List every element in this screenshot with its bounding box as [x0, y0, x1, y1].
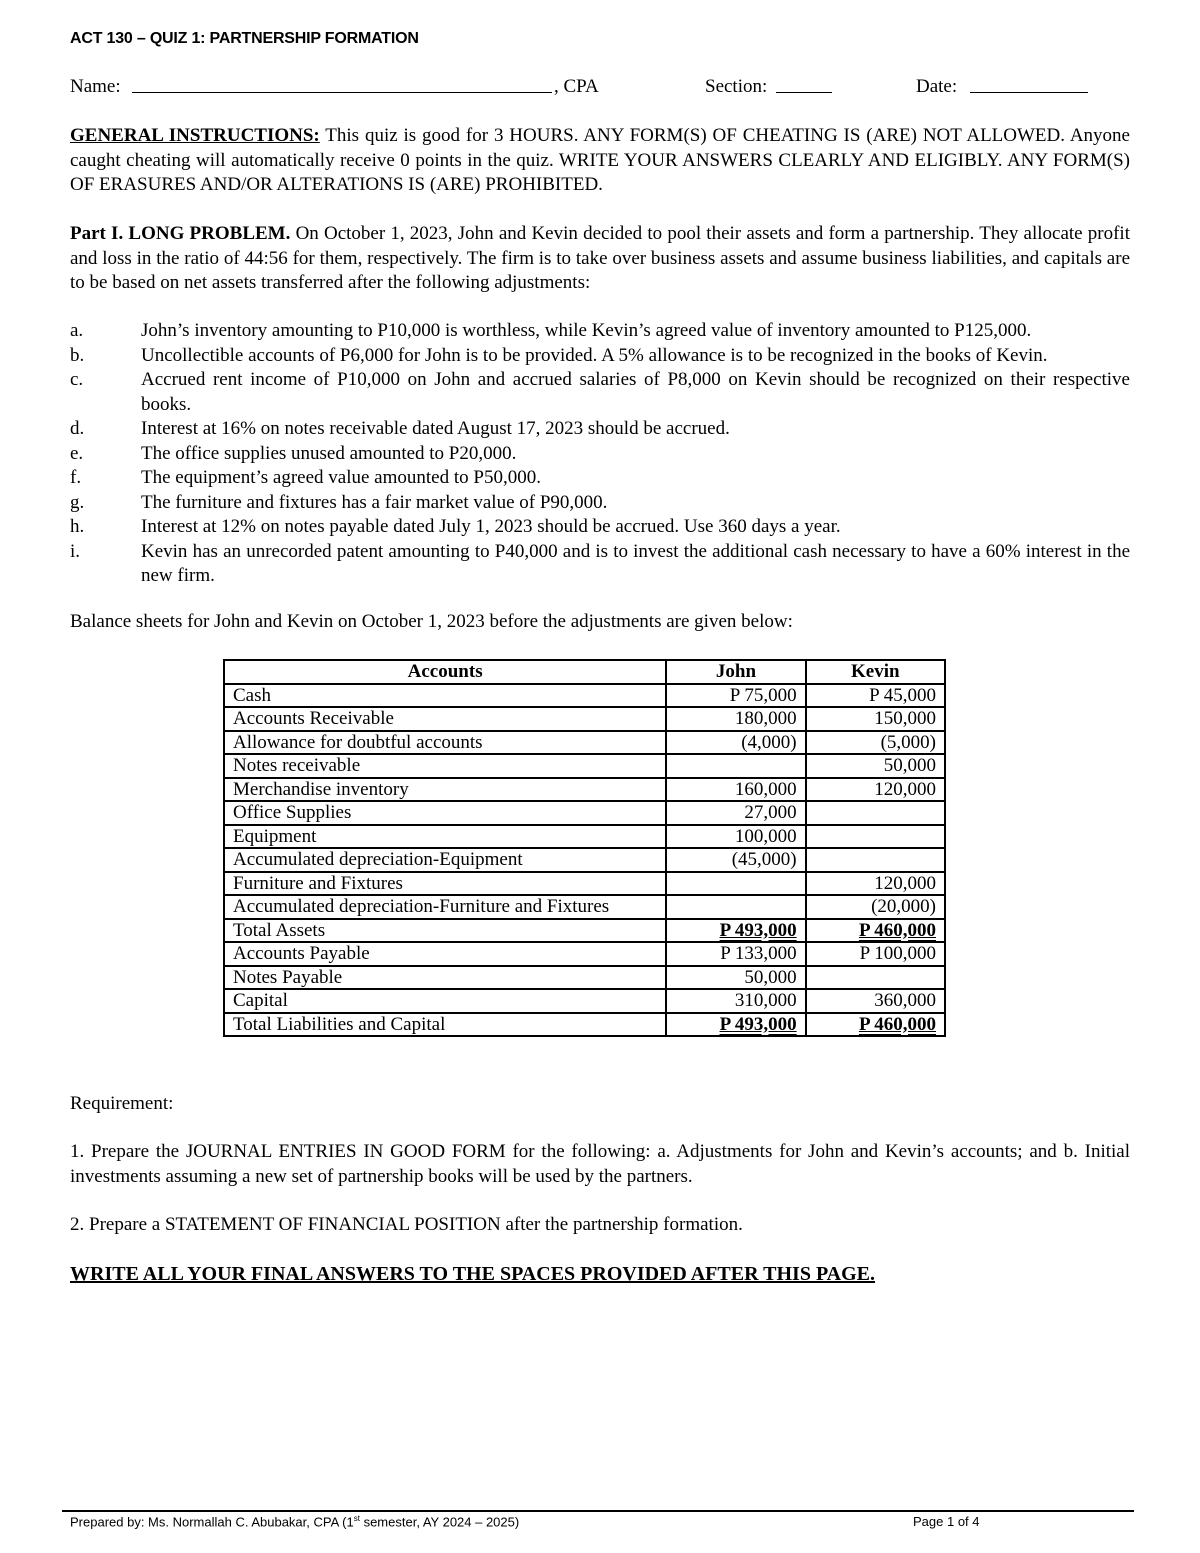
table-row — [224, 801, 945, 825]
page-title: ACT 130 – QUIZ 1: PARTNERSHIP FORMATION — [70, 30, 419, 47]
kevin-amount-cell: 50,000 — [806, 754, 945, 778]
account-cell: Total Liabilities and Capital — [224, 1013, 666, 1037]
list-item: i. Kevin has an unrecorded patent amounting to P40,000 and is to invest the additional cash necessary to have a 60% interest in the new firm. — [70, 540, 1130, 586]
account-cell: Accumulated depreciation-Equipment — [224, 848, 666, 872]
john-amount-cell: (4,000) — [666, 731, 805, 755]
john-amount-cell: P 493,000 — [666, 919, 805, 943]
table-row — [224, 825, 945, 849]
john-amount-cell: P 133,000 — [666, 942, 805, 966]
john-amount-cell: 100,000 — [666, 825, 805, 849]
part1-text: On October 1, 2023, John and Kevin decided to pool their assets and form a partnership. They allocate profit and loss in the ratio of 44:56 for them, respectively. The firm is to take over business assets and assume business liabilities, and capitals are to be based on net assets transferred after the following adjustments: — [70, 223, 1130, 293]
header-kevin: Kevin — [806, 660, 945, 684]
footer-divider — [62, 1510, 1134, 1512]
table-row — [224, 778, 945, 802]
john-amount-cell — [666, 872, 805, 896]
account-cell: Furniture and Fixtures — [224, 872, 666, 896]
table-row — [224, 684, 945, 708]
kevin-amount-cell: (5,000) — [806, 731, 945, 755]
table-row — [224, 895, 945, 919]
account-cell: Cash — [224, 684, 666, 708]
table-row — [224, 942, 945, 966]
account-cell: Accounts Receivable — [224, 707, 666, 731]
account-cell: Office Supplies — [224, 801, 666, 825]
kevin-amount-cell: P 45,000 — [806, 684, 945, 708]
kevin-amount-cell: (20,000) — [806, 895, 945, 919]
final-answers-note: WRITE ALL YOUR FINAL ANSWERS TO THE SPACES PROVIDED AFTER THIS PAGE. — [70, 1263, 876, 1285]
kevin-amount-cell — [806, 801, 945, 825]
account-cell: Total Assets — [224, 919, 666, 943]
table-row — [224, 966, 945, 990]
date-label: Date: — [916, 76, 958, 97]
list-item: d. Interest at 16% on notes receivable dated August 17, 2023 should be accrued. — [70, 418, 730, 439]
kevin-amount-cell — [806, 848, 945, 872]
table-row — [224, 872, 945, 896]
adjustments-list — [70, 319, 1130, 589]
kevin-amount-cell: P 460,000 — [806, 919, 945, 943]
header-accounts: Accounts — [224, 660, 666, 684]
cpa-suffix: , CPA — [554, 76, 599, 97]
account-cell: Equipment — [224, 825, 666, 849]
balance-sheet-body — [224, 684, 945, 1037]
instructions-text: This quiz is good for 3 HOURS. ANY FORM(S) OF CHEATING IS (ARE) NOT ALLOWED. Anyone caught cheating will automatically receive 0 points in the quiz. WRITE YOUR ANSWERS CLEARLY AND ELIGIBLY. ANY FORM(S) OF ERASURES AND/OR ALTERATIONS IS (ARE) PROHIBITED. — [70, 125, 1130, 195]
list-item: f. The equipment’s agreed value amounted to P50,000. — [70, 467, 541, 488]
table-header-row — [224, 660, 945, 684]
part1-intro — [70, 222, 1130, 296]
requirement-item-2: 2. Prepare a STATEMENT OF FINANCIAL POSITION after the partnership formation. — [70, 1214, 743, 1235]
john-amount-cell: 180,000 — [666, 707, 805, 731]
general-instructions — [70, 124, 1130, 198]
requirement-label: Requirement: — [70, 1093, 174, 1114]
john-amount-cell: (45,000) — [666, 848, 805, 872]
kevin-amount-cell: P 100,000 — [806, 942, 945, 966]
list-item: g. The furniture and fixtures has a fair market value of P90,000. — [70, 491, 608, 513]
john-amount-cell — [666, 754, 805, 778]
list-item: h. Interest at 12% on notes payable dated July 1, 2023 should be accrued. Use 360 days a year. — [70, 516, 841, 537]
table-row — [224, 1013, 945, 1037]
kevin-amount-cell — [806, 825, 945, 849]
requirement-item-1: 1. Prepare the JOURNAL ENTRIES IN GOOD FORM for the following: a. Adjustments for John and Kevin’s accounts; and b. Initial investments assuming a new set of partnership books will be used by the partners. — [70, 1141, 1130, 1187]
instructions-heading: GENERAL INSTRUCTIONS: — [70, 125, 320, 146]
table-row — [224, 919, 945, 943]
footer-prepared-by: Prepared by: Ms. Normallah C. Abubakar, CPA (1st semester, AY 2024 – 2025) — [70, 1514, 520, 1530]
account-cell: Notes Payable — [224, 966, 666, 990]
section-label: Section: — [705, 76, 768, 97]
john-amount-cell: 310,000 — [666, 989, 805, 1013]
kevin-amount-cell: 120,000 — [806, 872, 945, 896]
table-row — [224, 707, 945, 731]
table-row — [224, 848, 945, 872]
kevin-amount-cell — [806, 966, 945, 990]
list-item: a. John’s inventory amounting to P10,000 is worthless, while Kevin’s agreed value of inventory amounted to P125,000. — [70, 320, 1032, 341]
table-row — [224, 989, 945, 1013]
john-amount-cell: P 75,000 — [666, 684, 805, 708]
john-amount-cell: 160,000 — [666, 778, 805, 802]
account-cell: Accounts Payable — [224, 942, 666, 966]
header-john: John — [666, 660, 805, 684]
kevin-amount-cell: 150,000 — [806, 707, 945, 731]
student-info-line — [70, 76, 1130, 102]
balance-sheet-table — [223, 659, 946, 1037]
account-cell: Capital — [224, 989, 666, 1013]
john-amount-cell: 27,000 — [666, 801, 805, 825]
kevin-amount-cell: 360,000 — [806, 989, 945, 1013]
table-row — [224, 754, 945, 778]
kevin-amount-cell: 120,000 — [806, 778, 945, 802]
john-amount-cell: 50,000 — [666, 966, 805, 990]
account-cell: Accumulated depreciation-Furniture and Fixtures — [224, 895, 666, 919]
account-cell: Merchandise inventory — [224, 778, 666, 802]
john-amount-cell: P 493,000 — [666, 1013, 805, 1037]
list-item: e. The office supplies unused amounted to P20,000. — [70, 442, 517, 464]
balance-intro: Balance sheets for John and Kevin on October 1, 2023 before the adjustments are given below: — [70, 611, 793, 632]
name-label: Name: — [70, 76, 121, 97]
footer-page-number: Page 1 of 4 — [913, 1514, 980, 1529]
list-item: c. Accrued rent income of P10,000 on John and accrued salaries of P8,000 on Kevin should be recognized on their respective books. — [70, 369, 1130, 415]
table-row — [224, 731, 945, 755]
list-item: b. Uncollectible accounts of P6,000 for John is to be provided. A 5% allowance is to be recognized in the books of Kevin. — [70, 344, 1048, 366]
account-cell: Notes receivable — [224, 754, 666, 778]
account-cell: Allowance for doubtful accounts — [224, 731, 666, 755]
kevin-amount-cell: P 460,000 — [806, 1013, 945, 1037]
part1-heading: Part I. LONG PROBLEM. — [70, 223, 291, 244]
john-amount-cell — [666, 895, 805, 919]
